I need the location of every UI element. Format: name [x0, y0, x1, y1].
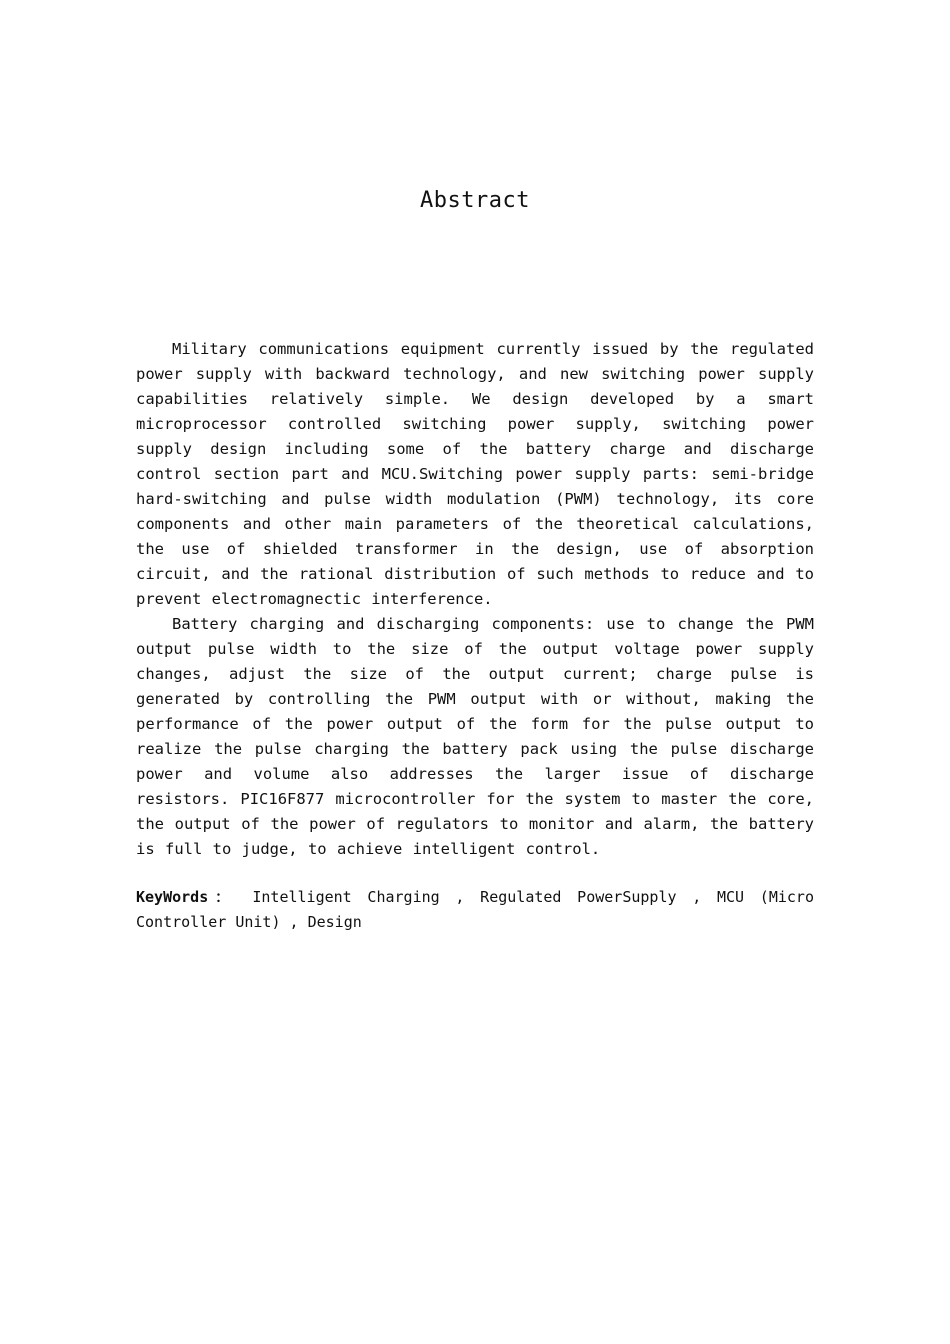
abstract-body [136, 337, 814, 862]
abstract-paragraph-1: Military communications equipment currently issued by the regulated power supply with backward technology, and new switching power supply capabilities relatively simple. We design developed by a smart microprocessor controlled switching power supply, switching power supply design including some of the battery charge and discharge control section part and MCU.Switching power supply parts: semi-bridge hard-switching and pulse width modulation (PWM) technology, its core components and other main parameters of the theoretical calculations, the use of shielded transformer in the design, use of absorption circuit, and the rational distribution of such methods to reduce and to prevent electromagnectic interference. [136, 340, 814, 608]
page-title: Abstract [420, 188, 530, 213]
abstract-paragraph-2: Battery charging and discharging components: use to change the PWM output pulse width to the size of the output voltage power supply changes, adjust the size of the output current; charge pulse is generated by controlling the PWM output with or without, making the performance of the power output of the form for the pulse output to realize the pulse charging the battery pack using the pulse discharge power and volume also addresses the larger issue of discharge resistors. PIC16F877 microcontroller for the system to master the core, the output of the power of regulators to monitor and alarm, the battery is full to judge, to achieve intelligent control. [136, 615, 814, 858]
keywords-text: Intelligent Charging , Regulated PowerSupply , MCU (Micro Controller Unit) , Design [136, 888, 814, 931]
keywords-label: KeyWords： [136, 888, 237, 906]
keywords-line [136, 885, 814, 935]
